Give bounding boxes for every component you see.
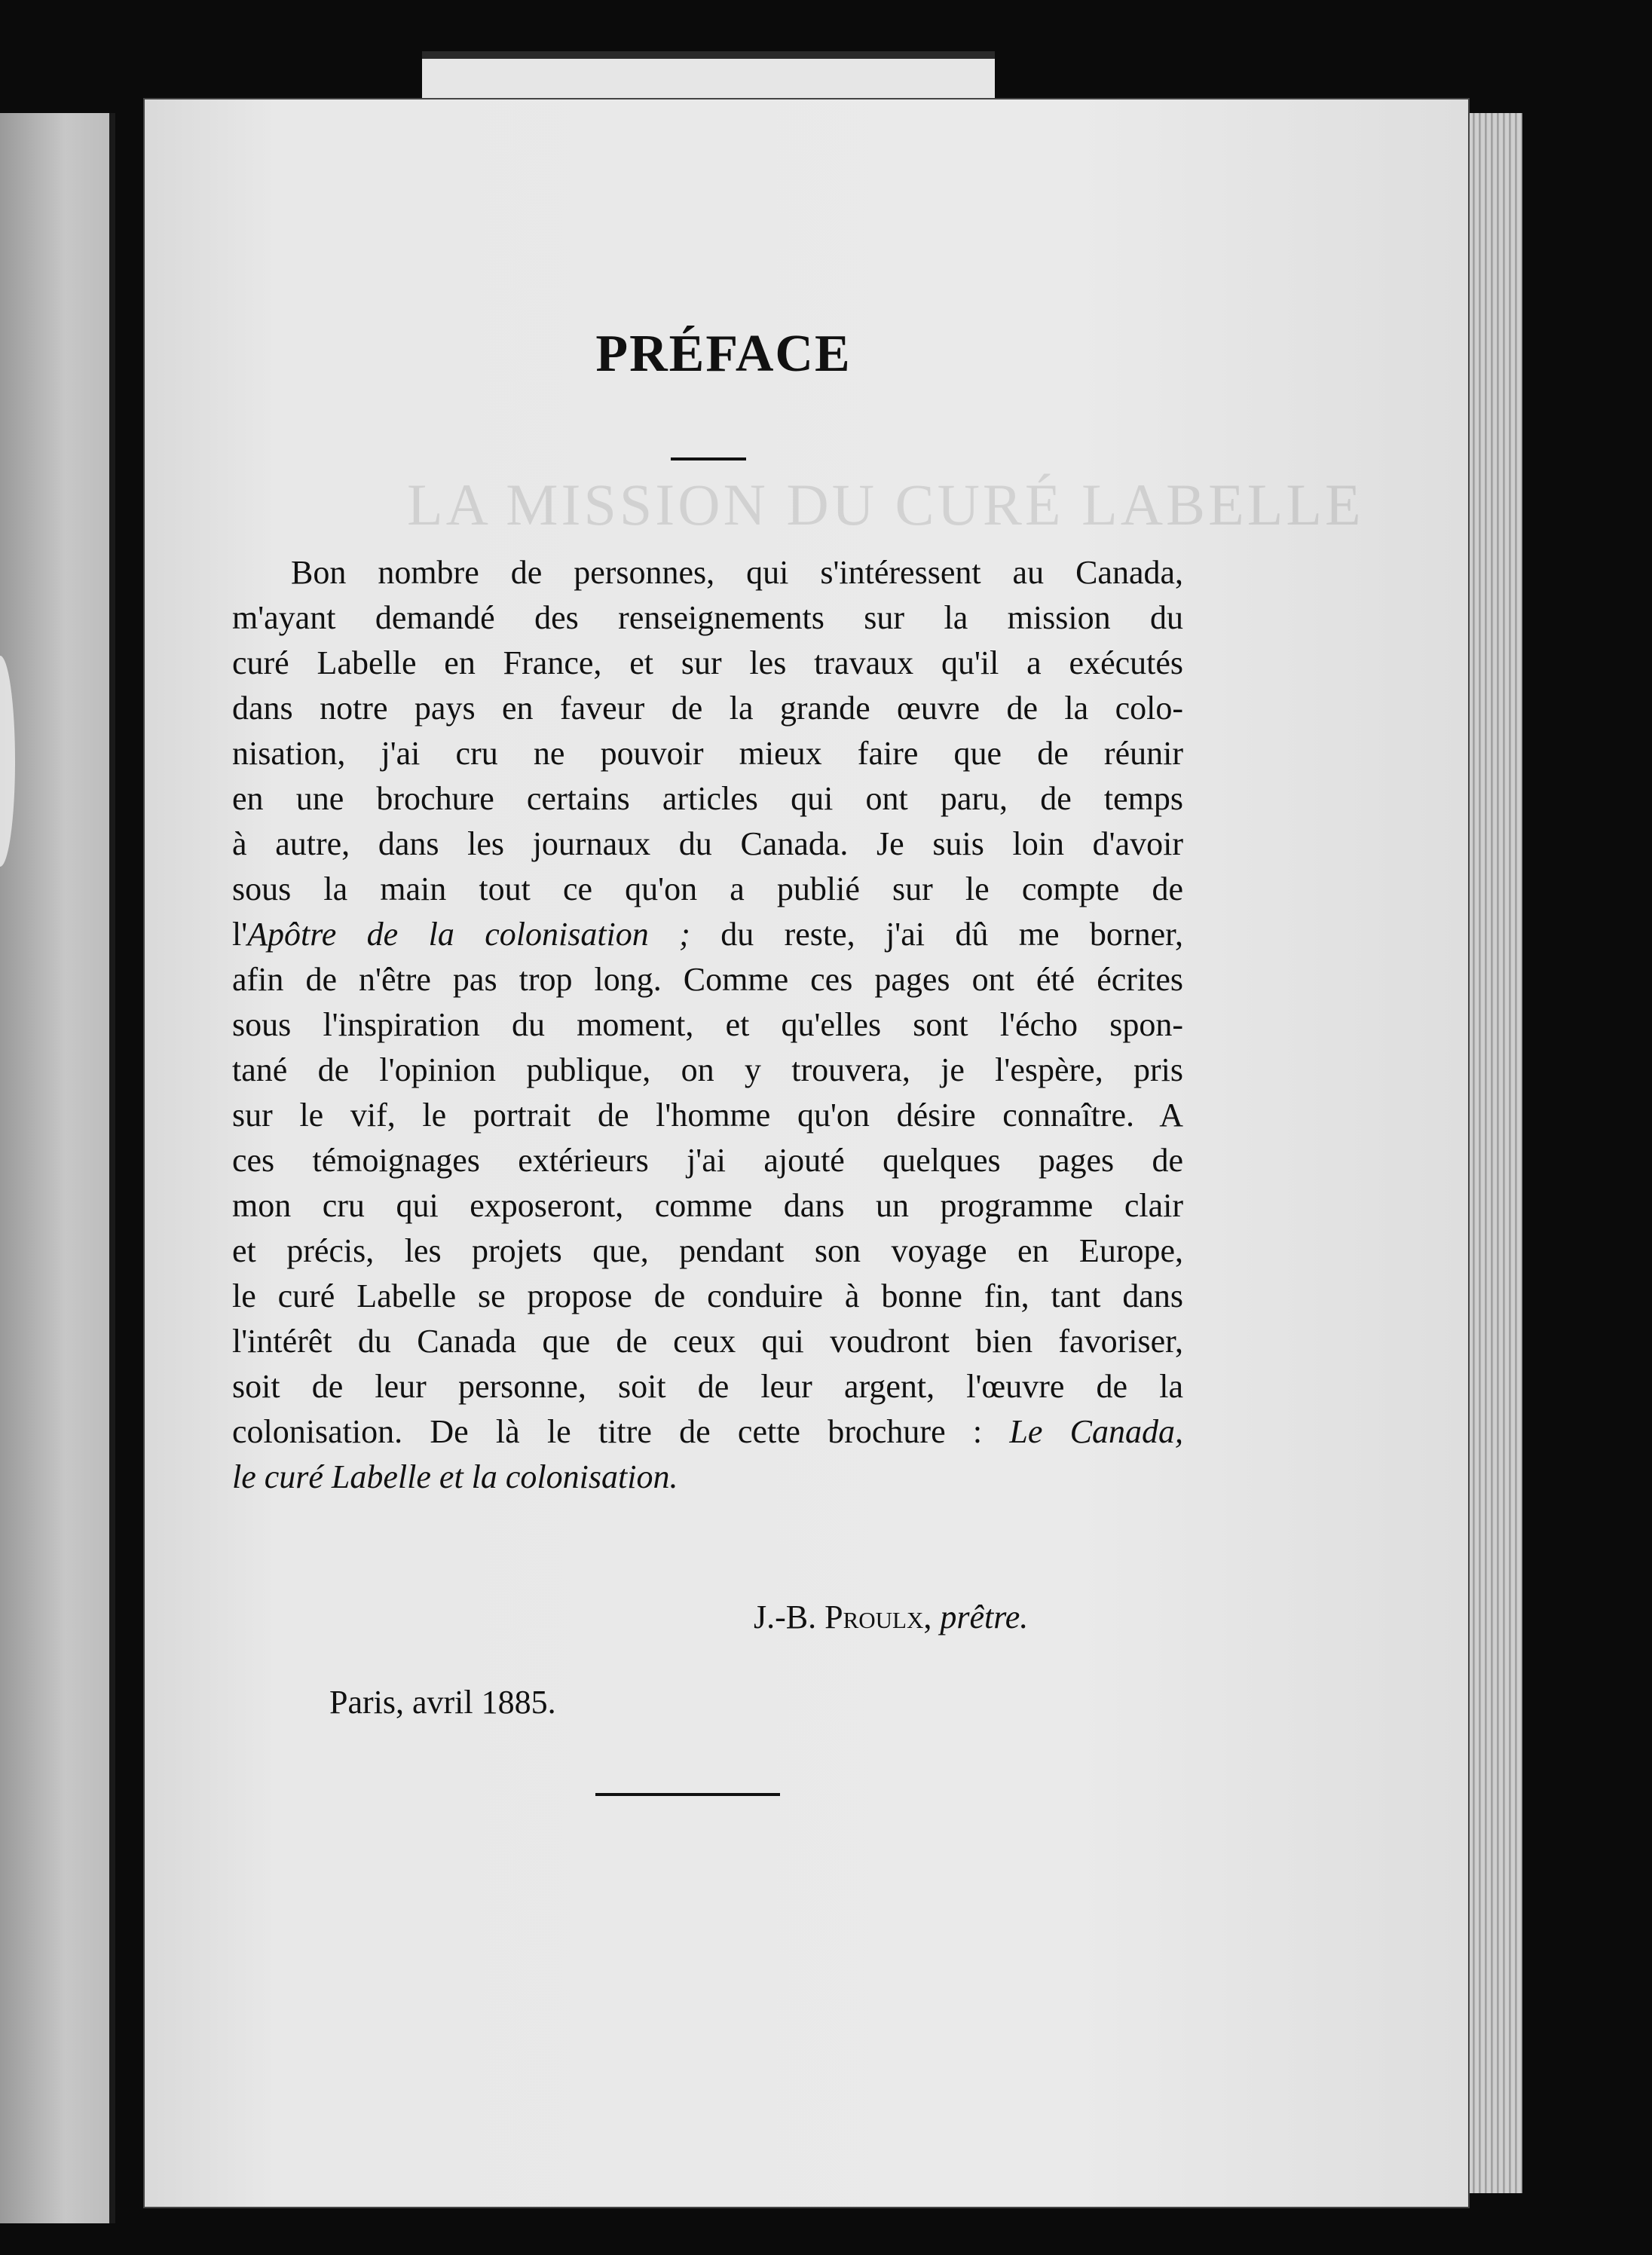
paragraph-line: l'intérêt du Canada que de ceux qui voudront bien favoriser,: [232, 1323, 1183, 1360]
binding-strip: [422, 51, 995, 104]
end-rule: [595, 1793, 780, 1796]
line-text: l': [232, 916, 248, 953]
paragraph-line: sous l'inspiration du moment, et qu'elles sont l'écho spon-: [232, 1006, 1183, 1043]
signature: [754, 1598, 1028, 1636]
signature-surname: Proulx: [824, 1599, 924, 1635]
left-page-edge: [0, 113, 115, 2223]
page-hole: [0, 656, 15, 867]
line-italic-text: le curé Labelle et la colonisation.: [232, 1458, 678, 1495]
page-title: PRÉFACE: [595, 325, 852, 383]
title-rule: [671, 457, 746, 460]
paragraph-line: tané de l'opinion publique, on y trouvera, je l'espère, pris: [232, 1051, 1183, 1088]
paragraph-line: en une brochure certains articles qui ont paru, de temps: [232, 780, 1183, 817]
paragraph-line: m'ayant demandé des renseignements sur la mission du: [232, 599, 1183, 636]
line-text: colonisation. De là le titre de cette brochure :: [232, 1413, 1010, 1450]
signature-comma: ,: [923, 1599, 941, 1635]
paragraph-line: curé Labelle en France, et sur les travaux qu'il a exécutés: [232, 644, 1183, 681]
page-stack-edge: [1470, 113, 1522, 2193]
paragraph-line: [232, 1455, 1183, 1500]
paragraph-line: le curé Labelle se propose de conduire à bonne fin, tant dans: [232, 1277, 1183, 1314]
line-text: du reste, j'ai dû me borner,: [690, 916, 1184, 953]
place-date: Paris, avril 1885.: [329, 1684, 556, 1721]
line-italic-text: Apôtre de la colonisation ;: [247, 916, 690, 953]
paragraph-line: et précis, les projets que, pendant son voyage en Europe,: [232, 1232, 1183, 1269]
signature-initials: J.-B.: [754, 1599, 825, 1635]
paragraph-line: nisation, j'ai cru ne pouvoir mieux faire que de réunir: [232, 735, 1183, 772]
paragraph-line: Bon nombre de personnes, qui s'intéressent au Canada,: [291, 554, 1183, 591]
paragraph-line: sous la main tout ce qu'on a publié sur le compte de: [232, 870, 1183, 907]
paragraph-line: afin de n'être pas trop long. Comme ces pages ont été écrites: [232, 961, 1183, 998]
paragraph-line: [232, 1409, 1183, 1455]
line-italic-text: Le Canada,: [1009, 1413, 1183, 1450]
paragraph-line: dans notre pays en faveur de la grande œuvre de la colo-: [232, 690, 1183, 727]
paragraph-line: [232, 912, 1183, 957]
paragraph-line: mon cru qui exposeront, comme dans un programme clair: [232, 1187, 1183, 1224]
signature-title: prêtre.: [940, 1599, 1029, 1635]
paragraph-line: ces témoignages extérieurs j'ai ajouté quelques pages de: [232, 1142, 1183, 1179]
paragraph-line: sur le vif, le portrait de l'homme qu'on désire connaître. A: [232, 1097, 1183, 1134]
preface-paragraph: [232, 550, 1183, 1500]
paragraph-line: à autre, dans les journaux du Canada. Je suis loin d'avoir: [232, 825, 1183, 862]
paragraph-line: soit de leur personne, soit de leur argent, l'œuvre de la: [232, 1368, 1183, 1405]
